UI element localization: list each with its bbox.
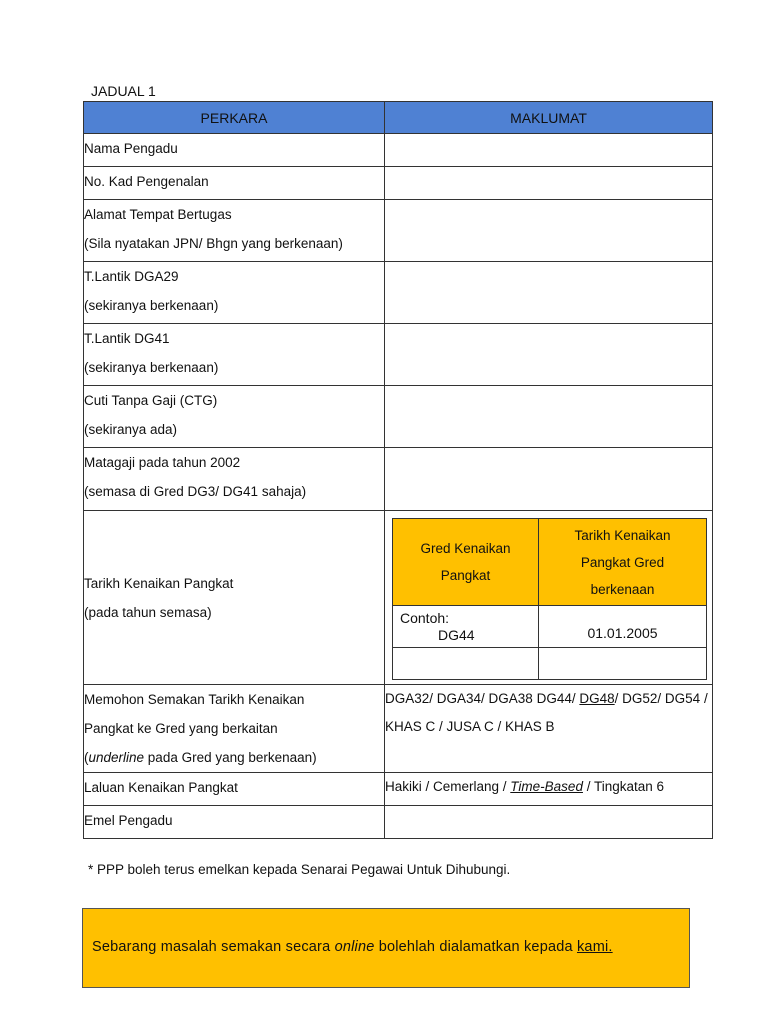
field-tlantik-dga29[interactable] <box>385 262 713 324</box>
contact-notice-box: Sebarang masalah semakan secara online bolehlah dialamatkan kepada kami. <box>82 908 690 988</box>
label-no-kad-pengenalan: No. Kad Pengenalan <box>84 167 385 200</box>
label-alamat-tempat-bertugas: Alamat Tempat Bertugas (Sila nyatakan JPN/ Bhgn yang berkenaan) <box>84 200 385 262</box>
header-maklumat: MAKLUMAT <box>385 102 713 134</box>
label-tlantik-dg41: T.Lantik DG41 (sekiranya berkenaan) <box>84 324 385 386</box>
field-gred-kenaikan[interactable] <box>393 648 539 680</box>
example-grade-cell: Contoh: DG44 <box>393 606 539 648</box>
field-tlantik-dg41[interactable] <box>385 324 713 386</box>
grade-dg48-underlined: DG48 <box>579 691 615 706</box>
label-tarikh-kenaikan-pangkat: Tarikh Kenaikan Pangkat (pada tahun semasa) <box>84 511 385 685</box>
option-time-based: Time-Based <box>510 779 583 794</box>
header-perkara: PERKARA <box>84 102 385 134</box>
field-alamat-tempat-bertugas[interactable] <box>385 200 713 262</box>
field-cuti-tanpa-gaji[interactable] <box>385 386 713 448</box>
field-matagaji[interactable] <box>385 448 713 511</box>
table-caption: JADUAL 1 <box>91 83 156 99</box>
field-no-kad-pengenalan[interactable] <box>385 167 713 200</box>
underline-hint: underline <box>88 750 145 765</box>
grade-options: DGA32/ DGA34/ DGA38 DG44/ DG48/ DG52/ DG54 / KHAS C / JUSA C / KHAS B <box>385 685 713 773</box>
footnote: * PPP boleh terus emelkan kepada Senarai Pegawai Untuk Dihubungi. <box>88 862 511 877</box>
label-tlantik-dga29: T.Lantik DGA29 (sekiranya berkenaan) <box>84 262 385 324</box>
example-date-cell: 01.01.2005 <box>539 606 707 648</box>
label-nama-pengadu: Nama Pengadu <box>84 134 385 167</box>
subheader-tarikh-kenaikan: Tarikh Kenaikan Pangkat Gred berkenaan <box>539 519 707 606</box>
route-options: Hakiki / Cemerlang / Time-Based / Tingkatan 6 <box>385 773 713 806</box>
label-memohon-semakan: Memohon Semakan Tarikh Kenaikan Pangkat ke Gred yang berkaitan (underline pada Gred yang berkenaan) <box>84 685 385 773</box>
label-matagaji: Matagaji pada tahun 2002 (semasa di Gred DG3/ DG41 sahaja) <box>84 448 385 511</box>
promotion-subtable-cell <box>385 511 713 685</box>
label-emel-pengadu: Emel Pengadu <box>84 806 385 839</box>
contact-link[interactable]: kami. <box>576 939 613 955</box>
label-laluan-kenaikan: Laluan Kenaikan Pangkat <box>84 773 385 806</box>
promotion-subtable <box>392 518 707 680</box>
complaint-form-table <box>83 101 713 839</box>
label-cuti-tanpa-gaji: Cuti Tanpa Gaji (CTG) (sekiranya ada) <box>84 386 385 448</box>
field-tarikh-kenaikan[interactable] <box>539 648 707 680</box>
field-emel-pengadu[interactable] <box>385 806 713 839</box>
online-word: online <box>334 939 375 955</box>
field-nama-pengadu[interactable] <box>385 134 713 167</box>
subheader-gred-kenaikan: Gred Kenaikan Pangkat <box>393 519 539 606</box>
